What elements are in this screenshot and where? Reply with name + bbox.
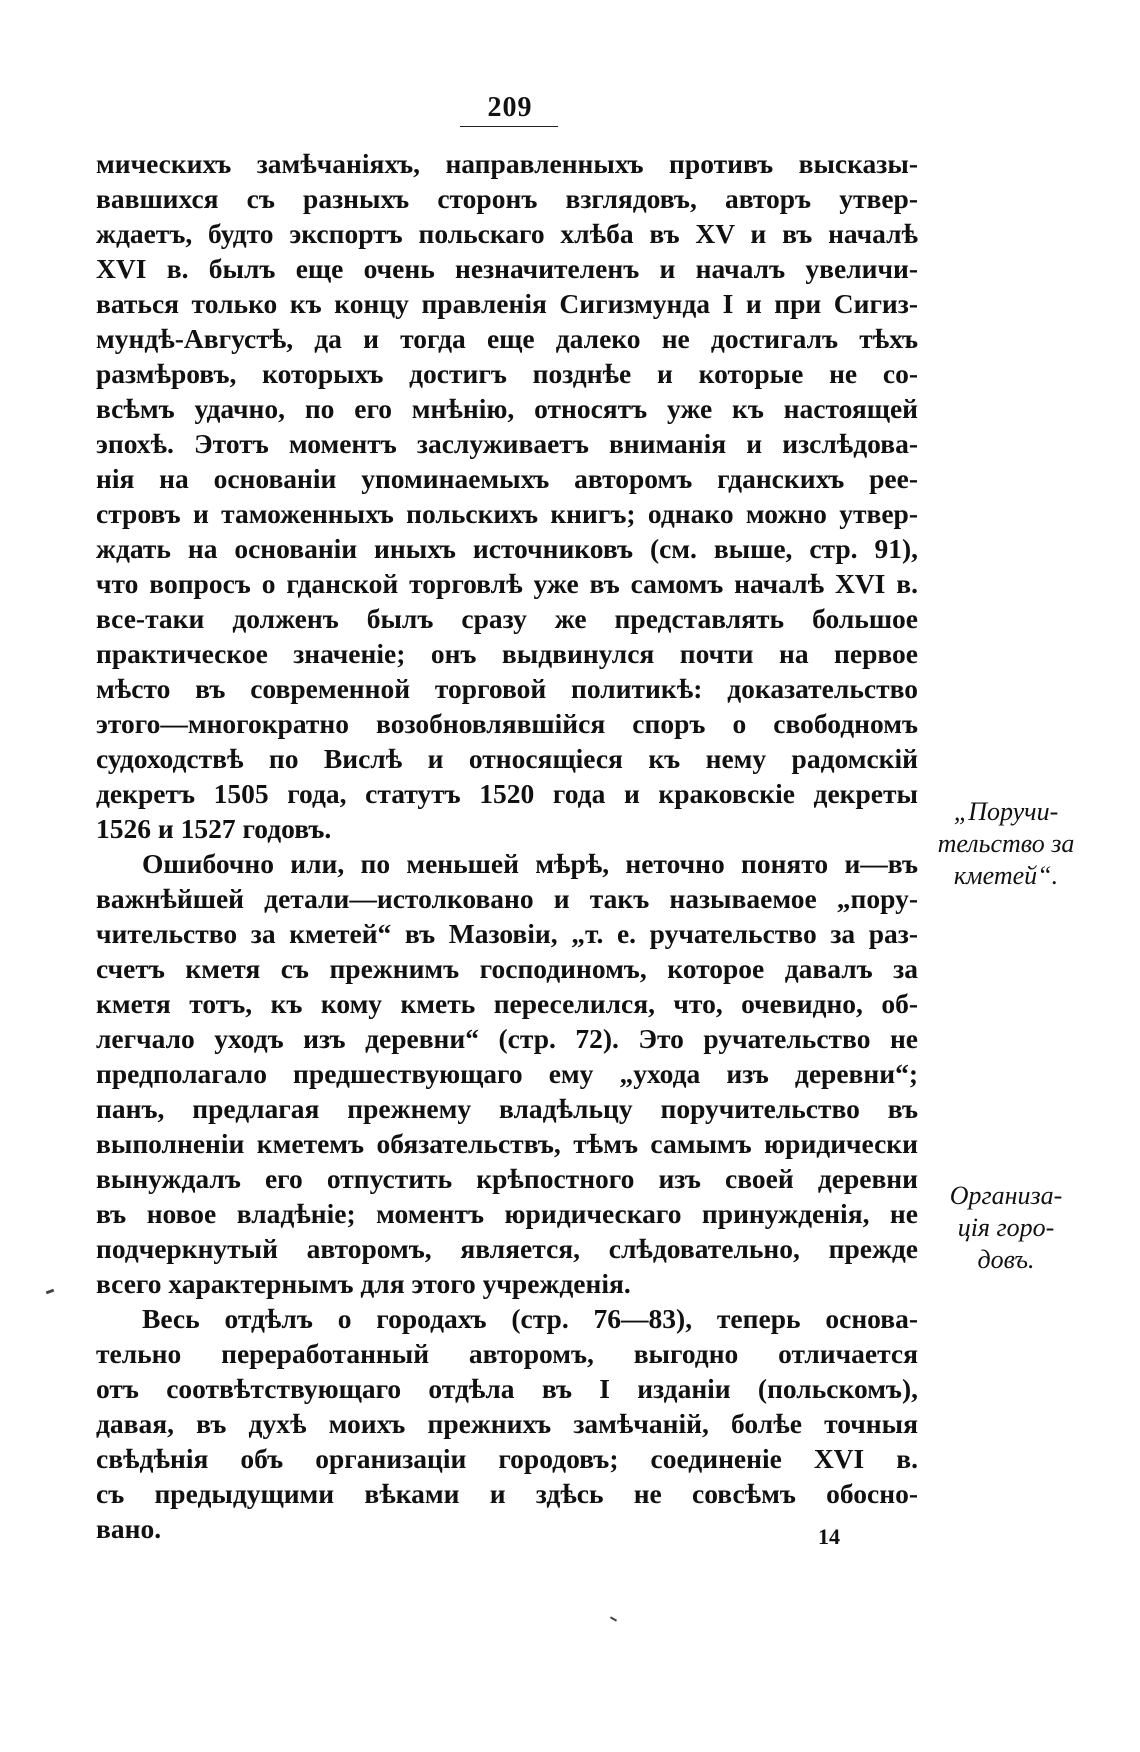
margin-note-line: кметей“.	[953, 861, 1059, 890]
text-line: размѣровъ, которыхъ достигъ позднѣе и которые не со-	[96, 358, 918, 389]
text-line: подчеркнутый авторомъ, является, слѣдовательно, прежде	[96, 1233, 918, 1264]
speck-mark	[46, 1289, 55, 1295]
margin-note-line: ція горо-	[957, 1213, 1055, 1242]
margin-note-poruchitelstvo	[936, 796, 1076, 892]
text-line: съ предыдущими вѣками и здѣсь не совсѣмъ обосно-	[96, 1478, 918, 1509]
margin-note-line: „Поручи-	[953, 797, 1059, 826]
text-line: вавшихся съ разныхъ сторонъ взглядовъ, авторъ утвер-	[96, 183, 918, 214]
text-line: судоходствѣ по Вислѣ и относящіеся къ нему радомскій	[96, 743, 918, 774]
page-number: 209	[487, 92, 533, 123]
text-line: все-таки долженъ былъ сразу же представлять большое	[96, 603, 918, 634]
text-line: предполагало предшествующаго ему „ухода изъ деревни“;	[96, 1058, 918, 1089]
text-line: практическое значеніе; онъ выдвинулся почти на первое	[96, 638, 918, 669]
text-line: всѣмъ удачно, по его мнѣнію, относятъ уже къ настоящей	[96, 393, 918, 424]
margin-note-line: довъ.	[977, 1245, 1035, 1274]
text-line: отъ соотвѣтствующаго отдѣла въ I изданіи (польскомъ),	[96, 1373, 918, 1404]
text-line: нія на основаніи упоминаемыхъ авторомъ гданскихъ рее-	[96, 463, 918, 494]
text-line: вынуждалъ его отпустить крѣпостного изъ своей деревни	[96, 1163, 918, 1194]
text-line: ваться только къ концу правленія Сигизмунда I и при Сигиз-	[96, 288, 918, 319]
text-line: важнѣйшей детали—истолковано и такъ называемое „пору-	[96, 883, 918, 914]
paragraph-1	[96, 146, 918, 846]
body-text	[96, 146, 918, 1546]
text-line: въ новое владѣніе; моментъ юридическаго принужденія, не	[96, 1198, 918, 1229]
text-line: мѣсто въ современной торговой политикѣ: доказательство	[96, 673, 918, 704]
text-line: всего характернымъ для этого учрежденія.	[96, 1268, 631, 1299]
page-number-rule	[460, 126, 558, 127]
text-line: мундѣ-Августѣ, да и тогда еще далеко не достигалъ тѣхъ	[96, 323, 918, 354]
text-line: выполненіи кметемъ обязательствъ, тѣмъ самымъ юридически	[96, 1128, 918, 1159]
text-line: ждать на основаніи иныхъ источниковъ (см. выше, стр. 91),	[96, 533, 918, 564]
text-line: декретъ 1505 года, статутъ 1520 года и краковскіе декреты	[96, 778, 918, 809]
text-line: эпохѣ. Этотъ моментъ заслуживаетъ вниманія и изслѣдова-	[96, 428, 918, 459]
text-line: ждаетъ, будто экспортъ польскаго хлѣба въ XV и въ началѣ	[96, 218, 918, 249]
text-line: вано.	[96, 1513, 162, 1544]
speck-mark	[610, 1616, 617, 1621]
text-line: кметя тотъ, къ кому кметь переселился, что, очевидно, об-	[96, 988, 918, 1019]
text-line: Ошибочно или, по меньшей мѣрѣ, неточно понято и—въ	[142, 848, 918, 879]
margin-note-line: тельство за	[937, 829, 1075, 858]
text-line: мическихъ замѣчаніяхъ, направленныхъ противъ высказы-	[96, 148, 918, 179]
text-line: XVI в. былъ еще очень незначителенъ и началъ увеличи-	[96, 253, 918, 284]
paragraph-3	[96, 1301, 918, 1546]
text-line: свѣдѣнія объ организаціи городовъ; соединеніе XVI в.	[96, 1443, 918, 1474]
margin-note-line: Организа-	[949, 1181, 1063, 1210]
margin-note-organizatsiya	[936, 1180, 1076, 1276]
text-line: 1526 и 1527 годовъ.	[96, 813, 332, 844]
text-line: стровъ и таможенныхъ польскихъ книгъ; однако можно утвер-	[96, 498, 918, 529]
paragraph-2	[96, 846, 918, 1301]
text-line: давая, въ духѣ моихъ прежнихъ замѣчаній, болѣе точныя	[96, 1408, 918, 1439]
text-line: тельно переработанный авторомъ, выгодно отличается	[96, 1338, 918, 1369]
signature-mark: 14	[818, 1524, 840, 1549]
text-line: чительство за кметей“ въ Мазовіи, „т. е. ручательство за раз-	[96, 918, 918, 949]
text-line: этого—многократно возобновлявшійся споръ о свободномъ	[96, 708, 918, 739]
text-line: счетъ кметя съ прежнимъ господиномъ, которое давалъ за	[96, 953, 918, 984]
text-line: что вопросъ о гданской торговлѣ уже въ самомъ началѣ XVI в.	[96, 568, 918, 599]
text-line: легчало уходъ изъ деревни“ (стр. 72). Это ручательство не	[96, 1023, 918, 1054]
text-line: Весь отдѣлъ о городахъ (стр. 76—83), теперь основа-	[142, 1303, 918, 1334]
text-line: панъ, предлагая прежнему владѣльцу поручительство въ	[96, 1093, 918, 1124]
